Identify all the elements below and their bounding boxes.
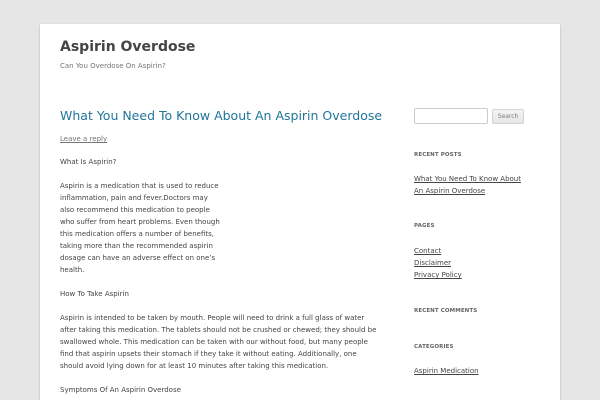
page-container	[40, 24, 560, 400]
paragraph-taken-by-mouth: Aspirin is intended to be taken by mouth. People will need to drink a full glass of water after taking this medication. The tablets should not be crushed or chewed; they should be swallowed whole. This medication can be taken with our without food, but many people find that aspirin upsets their stomach if they take it without eating. Additionally, one should avoid lying down for at least 10 minutes after taking this medication.	[60, 314, 377, 370]
pages-title: PAGES	[414, 223, 435, 229]
categories-title: CATEGORIES	[414, 344, 454, 350]
paragraph-what-is-aspirin: What Is Aspirin?	[60, 158, 117, 166]
paragraph-how-to-take: How To Take Aspirin	[60, 290, 129, 298]
page-link-privacy-policy[interactable]: Privacy Policy	[414, 271, 462, 279]
site-title[interactable]: Aspirin Overdose	[60, 39, 196, 55]
page-link-disclaimer[interactable]: Disclaimer	[414, 259, 452, 267]
paragraph-intro: Aspirin is a medication that is used to reduce inflammation, pain and fever.Doctors may also recommend this medication to people who suffer from heart problems. Even though this medication offers a number of benefits, taking more than the recommended aspirin dosage can have an adverse effect on one’s health.	[60, 182, 220, 274]
search-input[interactable]	[414, 108, 488, 124]
search-button[interactable]: Search	[492, 109, 524, 124]
recent-post-link[interactable]: What You Need To Know About An Aspirin Overdose	[414, 175, 521, 195]
paragraph-symptoms: Symptoms Of An Aspirin Overdose	[60, 386, 181, 394]
post-title[interactable]: What You Need To Know About An Aspirin Overdose	[60, 108, 383, 123]
recent-comments-title: RECENT COMMENTS	[414, 308, 478, 314]
site-description: Can You Overdose On Aspirin?	[60, 62, 166, 70]
leave-reply-link[interactable]: Leave a reply	[60, 135, 108, 143]
category-link[interactable]: Aspirin Medication	[414, 367, 479, 375]
page-link-contact[interactable]: Contact	[414, 247, 442, 255]
recent-posts-title: RECENT POSTS	[414, 152, 462, 158]
